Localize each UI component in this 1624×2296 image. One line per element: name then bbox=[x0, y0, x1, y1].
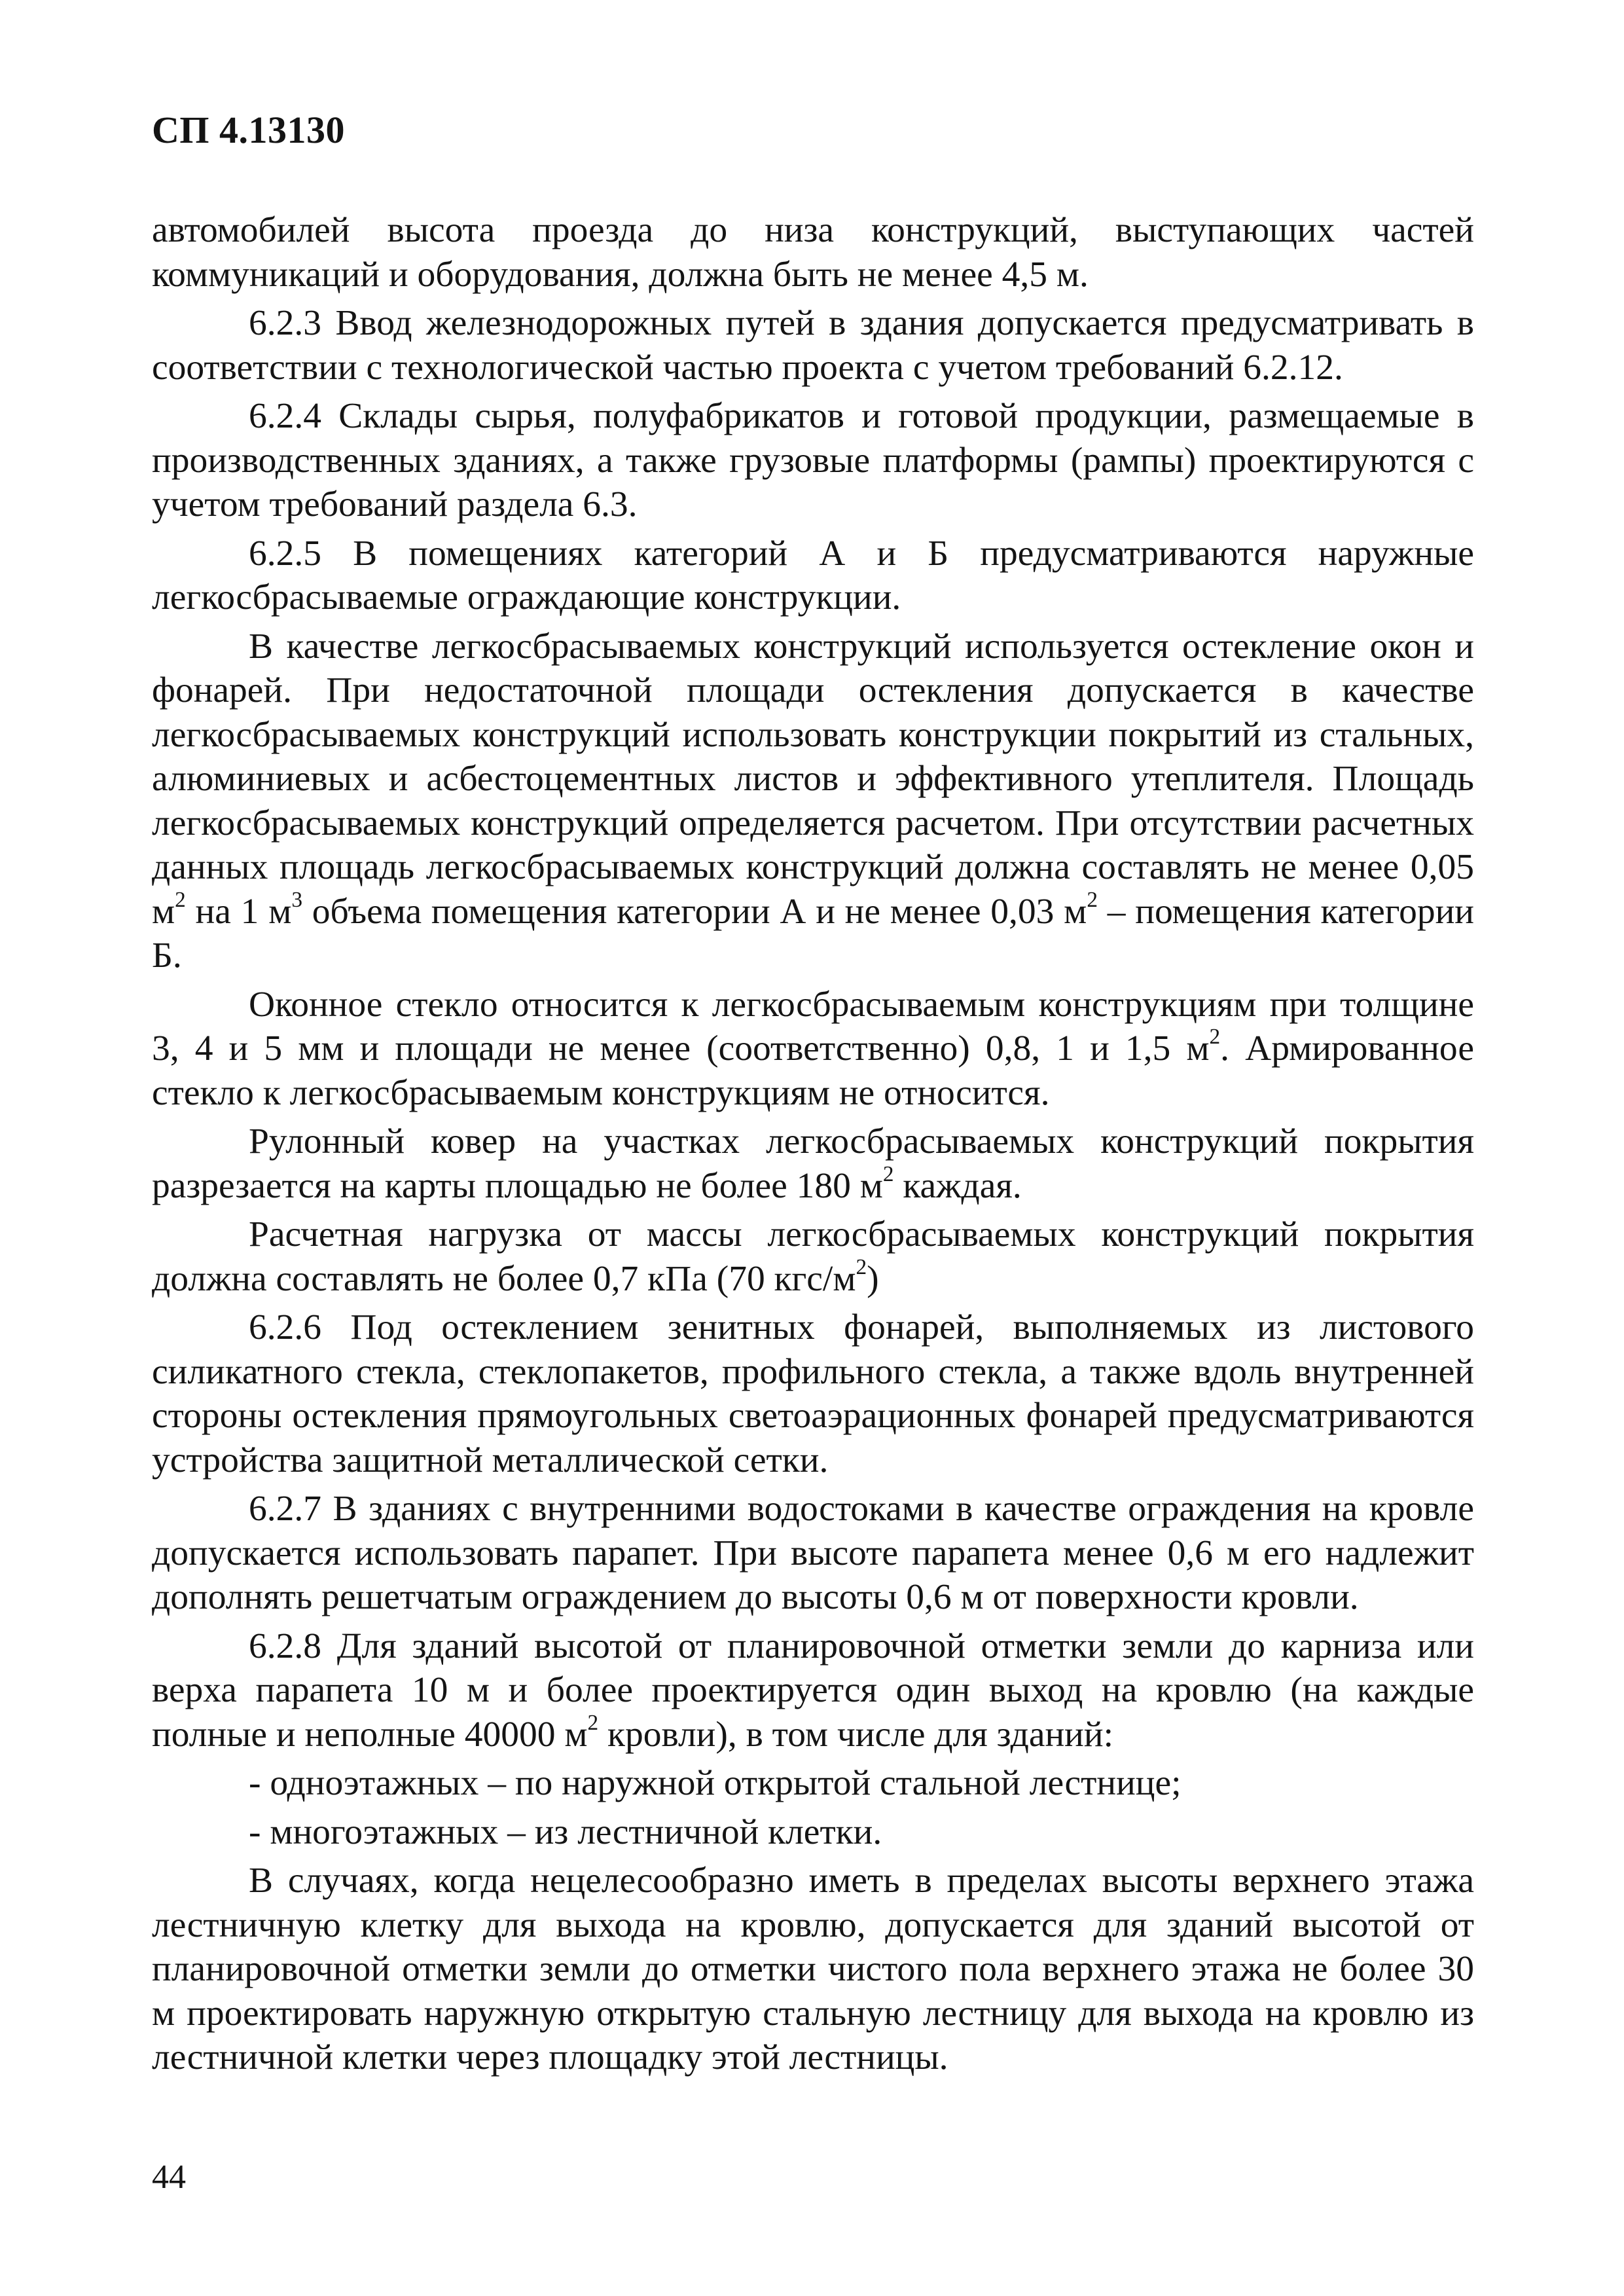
paragraph-6-2-4: 6.2.4 Склады сырья, полуфабрикатов и готовой продукции, размещаемые в производственных зданиях, а также грузовые платформы (рампы) проектируются с учетом требований раздела 6.3. bbox=[152, 396, 1474, 524]
paragraph-6-2-7: 6.2.7 В зданиях с внутренними водостоками в качестве ограждения на кровле допускается использовать парапет. При высоте парапета менее 0,6 м его надлежит дополнять решетчатым ограждением до высоты 0,6 м от поверхности кровли. bbox=[152, 1489, 1474, 1617]
text-run: каждая. bbox=[893, 1165, 1022, 1206]
paragraph-6-2-6: 6.2.6 Под остеклением зенитных фонарей, выполняемых из листового силикатного стекла, стеклопакетов, профильного стекла, а также вдоль внутренней стороны остекления прямоугольных светоаэрационных фонарей предусматриваются устройства защитной металлической сетки. bbox=[152, 1307, 1474, 1480]
page-number: 44 bbox=[152, 2159, 186, 2196]
superscript: 2 bbox=[856, 1254, 867, 1279]
text-run: 6.2.8 Для зданий высотой от планировочной отметки земли до карниза или верха парапета 10 м и более проектируется один выход на кровлю (на каждые полные и неполные 40000 м bbox=[152, 1626, 1474, 1755]
text-run: Оконное стекло относится к легкосбрасываемым конструкциям при толщине 3, 4 и 5 мм и площади не менее (соответственно) 0,8, 1 и 1,5 м bbox=[152, 984, 1474, 1068]
superscript: 3 bbox=[291, 887, 302, 912]
paragraph-6-2-8 bbox=[152, 1624, 1474, 1757]
text-run: . Армированное стекло к легкосбрасываемым конструкциям не относится. bbox=[152, 1029, 1474, 1113]
superscript: 2 bbox=[882, 1161, 894, 1186]
text-run: В качестве легкосбрасываемых конструкций используется остекление окон и фонарей. При недостаточной площади остекления допускается в качестве легкосбрасываемых конструкций использовать конструкции покрытий из стальных, алюминиевых и асбестоцементных листов и эффективного утеплителя. Площадь легкосбрасываемых конструкций определяется расчетом. При отсутствии расчетных данных площадь легкосбрасываемых конструкций должна составлять не менее 0,05 м bbox=[152, 626, 1474, 932]
text-run: объема помещения категории А и не менее 0,03 м bbox=[302, 891, 1087, 932]
text-run: кровли), в том числе для зданий: bbox=[598, 1714, 1113, 1755]
superscript: 2 bbox=[175, 887, 186, 912]
document-code-header: СП 4.13130 bbox=[152, 109, 345, 151]
text-run: Рулонный ковер на участках легкосбрасываемых конструкций покрытия разрезается на карты площадью не более 180 м bbox=[152, 1121, 1474, 1206]
paragraph-staircase-exception: В случаях, когда нецелесообразно иметь в пределах высоты верхнего этажа лестничную клетку для выхода на кровлю, допускается для зданий высотой от планировочной отметки земли до отметки чистого пола верхнего этажа не более 30 м проектировать наружную открытую стальную лестницу для выхода на кровлю из лестничной клетки через площадку этой лестницы. bbox=[152, 1861, 1474, 2077]
list-item: - многоэтажных – из лестничной клетки. bbox=[249, 1812, 882, 1852]
text-run: на 1 м bbox=[185, 891, 292, 932]
superscript: 2 bbox=[1209, 1025, 1221, 1049]
paragraph-window-glass bbox=[152, 983, 1474, 1116]
text-run: ) bbox=[867, 1258, 879, 1299]
list-item: - одноэтажных – по наружной открытой стальной лестнице; bbox=[249, 1763, 1182, 1803]
paragraph-design-load bbox=[152, 1212, 1474, 1301]
text-run: – помещения категории Б. bbox=[152, 891, 1474, 975]
paragraph-roll-carpet bbox=[152, 1120, 1474, 1208]
superscript: 2 bbox=[587, 1710, 599, 1735]
paragraph-6-2-5: 6.2.5 В помещениях категорий А и Б предусматриваются наружные легкосбрасываемые ограждающие конструкции. bbox=[152, 533, 1474, 617]
text-run: Расчетная нагрузка от массы легкосбрасываемых конструкций покрытия должна составлять не более 0,7 кПа (70 кгс/м bbox=[152, 1214, 1474, 1299]
paragraph-blowout-structures bbox=[152, 625, 1474, 978]
document-body bbox=[152, 208, 1474, 2080]
superscript: 2 bbox=[1087, 887, 1098, 912]
paragraph-6-2-3: 6.2.3 Ввод железнодорожных путей в здания допускается предусматривать в соответствии с технологической частью проекта с учетом требований 6.2.12. bbox=[152, 303, 1474, 388]
paragraph-continuation: автомобилей высота проезда до низа конструкций, выступающих частей коммуникаций и оборудования, должна быть не менее 4,5 м. bbox=[152, 210, 1474, 295]
